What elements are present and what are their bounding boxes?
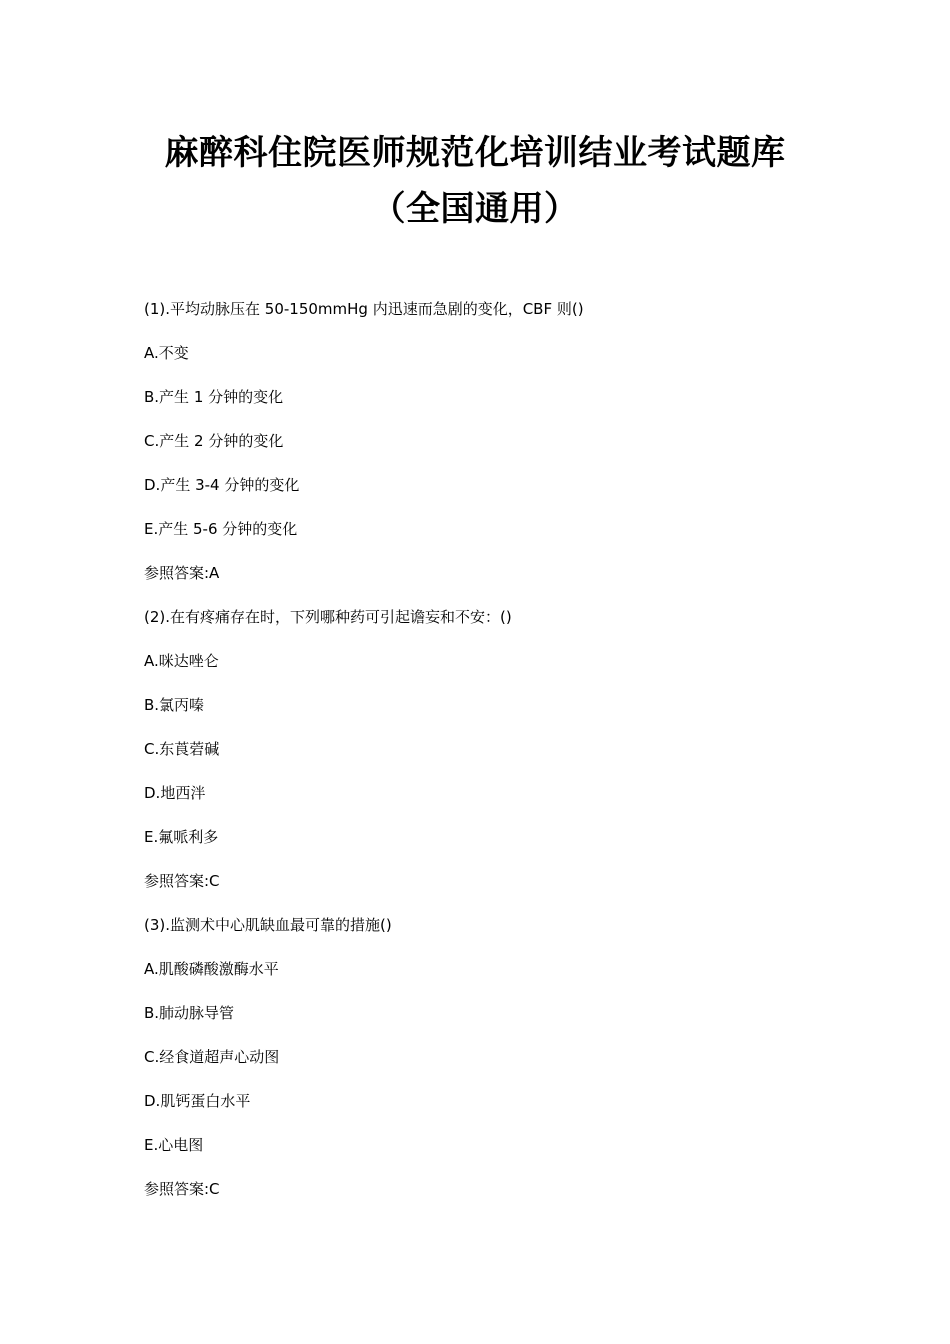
option-d: D.肌钙蛋白水平	[144, 1092, 251, 1110]
option-a: A.咪达唑仑	[144, 652, 219, 670]
question-stem: (3).监测术中心肌缺血最可靠的措施()	[144, 916, 392, 934]
option-b: B.肺动脉导管	[144, 1004, 235, 1022]
option-a: A.肌酸磷酸激酶水平	[144, 960, 279, 978]
answer: 参照答案:A	[144, 564, 220, 582]
option-a: A.不变	[144, 344, 189, 362]
option-e: E.产生 5-6 分钟的变化	[144, 520, 298, 538]
option-e: E.心电图	[144, 1136, 204, 1154]
option-d: D.产生 3-4 分钟的变化	[144, 476, 300, 494]
option-d: D.地西泮	[144, 784, 206, 802]
question-stem: (2).在有疼痛存在时，下列哪种药可引起谵妄和不安：()	[144, 608, 512, 626]
answer: 参照答案:C	[144, 1180, 220, 1198]
question-list	[144, 298, 844, 1222]
document-title-line1: 麻醉科住院医师规范化培训结业考试题库	[164, 133, 786, 173]
option-c: C.东莨菪碱	[144, 740, 220, 758]
option-b: B.氯丙嗪	[144, 696, 205, 714]
option-c: C.产生 2 分钟的变化	[144, 432, 284, 450]
option-b: B.产生 1 分钟的变化	[144, 388, 284, 406]
option-e: E.氟哌利多	[144, 828, 219, 846]
answer: 参照答案:C	[144, 872, 220, 890]
document-title-line2: （全国通用）	[371, 189, 579, 229]
question-stem: (1).平均动脉压在 50-150mmHg 内迅速而急剧的变化，CBF 则()	[144, 300, 584, 318]
option-c: C.经食道超声心动图	[144, 1048, 280, 1066]
